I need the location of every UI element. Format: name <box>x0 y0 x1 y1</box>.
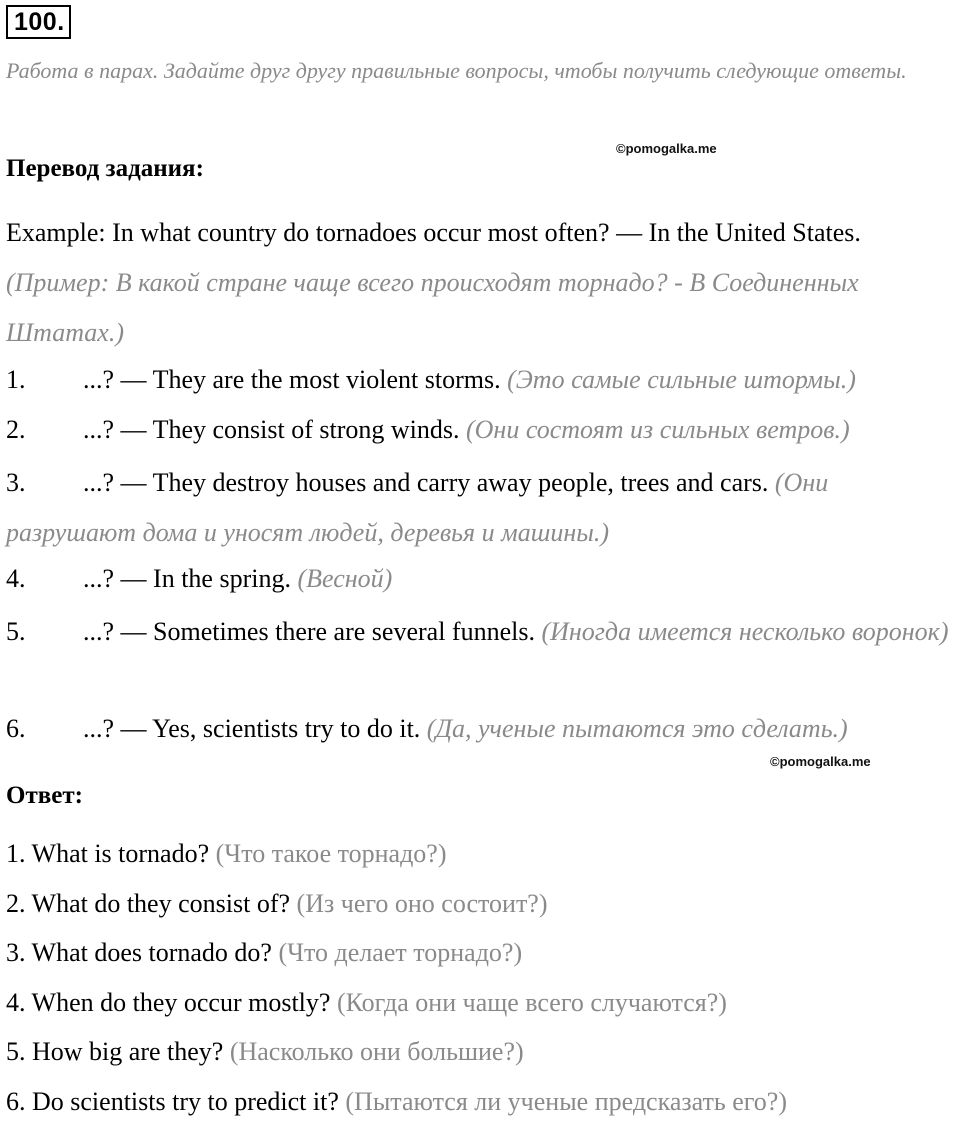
answer-line <box>6 938 958 968</box>
item-text: ...? — They are the most violent storms. <box>83 365 501 394</box>
item-text: ...? — They consist of strong winds. <box>83 415 460 444</box>
item-number: 5. <box>6 617 26 646</box>
answer-text: 6. Do scientists try to predict it? <box>6 1087 339 1116</box>
item-text: ...? — In the spring. <box>83 564 291 593</box>
answer-text: 3. What does tornado do? <box>6 938 272 967</box>
list-item <box>6 607 958 657</box>
answer-translation: (Что такое торнадо?) <box>215 839 447 868</box>
answer-line <box>6 1037 958 1067</box>
item-translation: (Они состоят из сильных ветров.) <box>466 415 850 444</box>
example-translation: (Пример: В какой стране чаще всего происходят торнадо? - В Соединенных Штатах.) <box>6 268 859 347</box>
item-text: ...? — Yes, scientists try to do it. <box>83 714 421 743</box>
answer-heading: Ответ: <box>6 782 83 809</box>
answer-translation: (Из чего оно состоит?) <box>296 889 548 918</box>
item-translation: (Да, ученые пытаются это сделать.) <box>426 714 848 743</box>
list-item <box>6 415 958 445</box>
answer-text: 1. What is tornado? <box>6 839 210 868</box>
list-item <box>6 458 958 558</box>
answer-translation: (Когда они чаще всего случаются?) <box>336 988 727 1017</box>
task-instructions: Работа в парах. Задайте друг другу правильные вопросы, чтобы получить следующие ответы. <box>6 58 907 83</box>
list-item <box>6 365 958 395</box>
translation-heading: Перевод задания: <box>6 155 204 182</box>
answer-line <box>6 988 958 1018</box>
example-text: Example: In what country do tornadoes occur most often? — In the United States. <box>6 218 861 247</box>
answer-line <box>6 889 958 919</box>
item-text: ...? — Sometimes there are several funnels. <box>83 617 535 646</box>
answer-line <box>6 1087 958 1117</box>
watermark: ©pomogalka.me <box>616 141 717 156</box>
item-number: 4. <box>6 564 26 593</box>
item-translation: (Весной) <box>297 564 393 593</box>
item-translation: (Иногда имеется несколько воронок) <box>541 617 949 646</box>
item-text: ...? — They destroy houses and carry away people, trees and cars. <box>83 468 769 497</box>
answer-line <box>6 839 958 869</box>
item-number: 1. <box>6 365 26 394</box>
item-number: 2. <box>6 415 26 444</box>
answer-text: 2. What do they consist of? <box>6 889 291 918</box>
answer-translation: (Что делает торнадо?) <box>278 938 523 967</box>
answer-translation: (Насколько они большие?) <box>229 1037 524 1066</box>
example-block <box>6 208 958 358</box>
list-item <box>6 564 958 594</box>
list-item <box>6 714 958 744</box>
item-translation: (Это самые сильные штормы.) <box>507 365 856 394</box>
answer-text: 4. When do they occur mostly? <box>6 988 331 1017</box>
item-number: 6. <box>6 714 26 743</box>
exercise-number: 100. <box>6 5 71 39</box>
item-number: 3. <box>6 468 26 497</box>
item-translation: (Они разрушают дома и уносят людей, деревья и машины.) <box>6 468 829 547</box>
watermark: ©pomogalka.me <box>770 754 871 769</box>
answer-translation: (Пытаются ли ученые предсказать его?) <box>345 1087 787 1116</box>
answer-text: 5. How big are they? <box>6 1037 224 1066</box>
